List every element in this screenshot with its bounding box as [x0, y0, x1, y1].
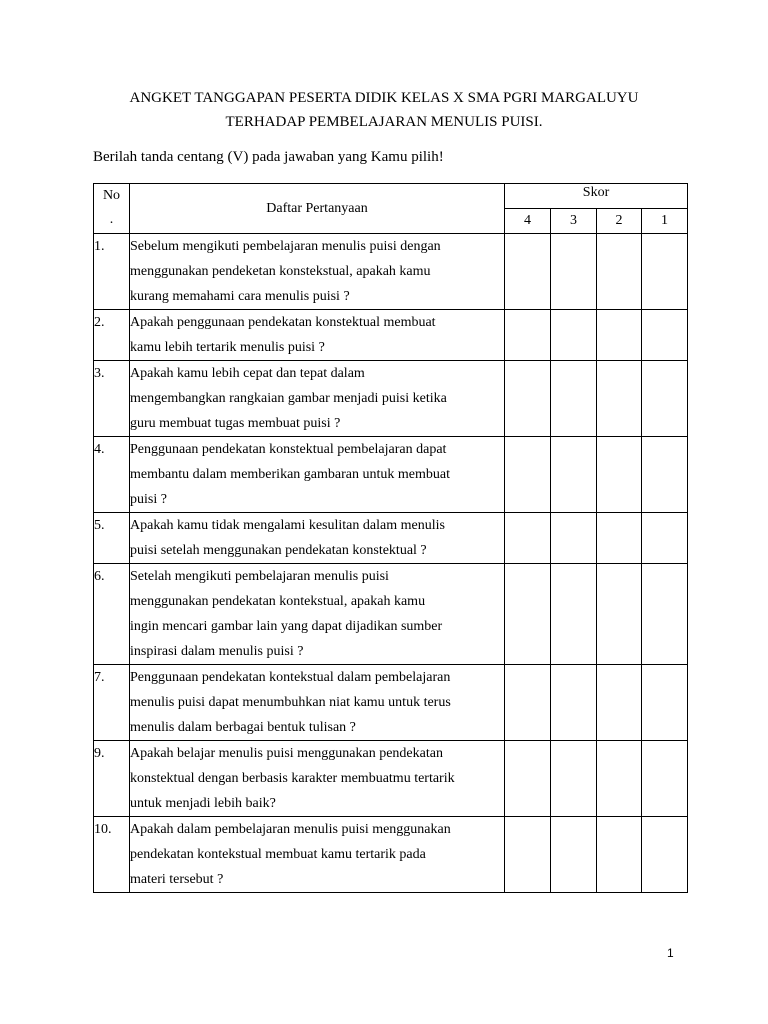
- header-no-line-2: .: [109, 212, 114, 227]
- answer-cell-score-4[interactable]: [505, 361, 551, 437]
- question-text: [130, 665, 505, 741]
- answer-cell-score-2[interactable]: [597, 437, 642, 513]
- table-row: [94, 741, 688, 817]
- table-row: [94, 513, 688, 564]
- row-number: 4.: [94, 437, 130, 513]
- header-skor: Skor: [505, 184, 688, 209]
- answer-cell-score-3[interactable]: [551, 513, 597, 564]
- answer-cell-score-4[interactable]: [505, 741, 551, 817]
- questionnaire-table: [93, 183, 688, 893]
- question-line: membantu dalam memberikan gambaran untuk membuat: [130, 467, 450, 482]
- header-score-1: 1: [642, 209, 688, 234]
- row-number: 7.: [94, 665, 130, 741]
- answer-cell-score-4[interactable]: [505, 437, 551, 513]
- answer-cell-score-2[interactable]: [597, 817, 642, 893]
- question-line: Sebelum mengikuti pembelajaran menulis puisi dengan: [130, 239, 441, 254]
- table-row: [94, 437, 688, 513]
- answer-cell-score-2[interactable]: [597, 741, 642, 817]
- answer-cell-score-3[interactable]: [551, 361, 597, 437]
- row-number: 5.: [94, 513, 130, 564]
- table-row: [94, 564, 688, 665]
- answer-cell-score-4[interactable]: [505, 234, 551, 310]
- document-title-line-2: TERHADAP PEMBELAJARAN MENULIS PUISI.: [225, 114, 543, 130]
- question-line: puisi setelah menggunakan pendekatan konstektual ?: [130, 543, 427, 558]
- row-number: 10.: [94, 817, 130, 893]
- answer-cell-score-2[interactable]: [597, 310, 642, 361]
- header-score-3: 3: [551, 209, 597, 234]
- question-text: [130, 310, 505, 361]
- answer-cell-score-3[interactable]: [551, 817, 597, 893]
- question-line: Apakah dalam pembelajaran menulis puisi menggunakan: [130, 822, 451, 837]
- answer-cell-score-1[interactable]: [642, 741, 688, 817]
- answer-cell-score-4[interactable]: [505, 564, 551, 665]
- table-row: [94, 361, 688, 437]
- header-no: [94, 184, 130, 234]
- table-row: [94, 665, 688, 741]
- question-line: kamu lebih tertarik menulis puisi ?: [130, 340, 325, 355]
- row-number: 1.: [94, 234, 130, 310]
- page-number: 1: [667, 946, 674, 960]
- question-text: [130, 437, 505, 513]
- question-line: inspirasi dalam menulis puisi ?: [130, 644, 304, 659]
- table-row: [94, 310, 688, 361]
- question-text: [130, 564, 505, 665]
- table-row: [94, 234, 688, 310]
- question-text: [130, 234, 505, 310]
- answer-cell-score-2[interactable]: [597, 564, 642, 665]
- question-line: guru membuat tugas membuat puisi ?: [130, 416, 341, 431]
- answer-cell-score-1[interactable]: [642, 234, 688, 310]
- answer-cell-score-1[interactable]: [642, 437, 688, 513]
- answer-cell-score-3[interactable]: [551, 564, 597, 665]
- question-line: konstektual dengan berbasis karakter membuatmu tertarik: [130, 771, 455, 786]
- question-text: [130, 361, 505, 437]
- question-text: [130, 741, 505, 817]
- answer-cell-score-2[interactable]: [597, 234, 642, 310]
- row-number: 2.: [94, 310, 130, 361]
- answer-cell-score-3[interactable]: [551, 741, 597, 817]
- header-no-line-1: No: [102, 188, 121, 203]
- question-text: [130, 817, 505, 893]
- answer-cell-score-1[interactable]: [642, 564, 688, 665]
- answer-cell-score-1[interactable]: [642, 817, 688, 893]
- table-row: [94, 817, 688, 893]
- question-line: Apakah penggunaan pendekatan konstektual membuat: [130, 315, 436, 330]
- header-score-2: 2: [597, 209, 642, 234]
- question-line: menulis dalam berbagai bentuk tulisan ?: [130, 720, 356, 735]
- question-line: menggunakan pendeketan konstekstual, apakah kamu: [130, 264, 431, 279]
- question-line: menggunakan pendekatan kontekstual, apakah kamu: [130, 594, 426, 609]
- answer-cell-score-3[interactable]: [551, 310, 597, 361]
- instruction-text: Berilah tanda centang (V) pada jawaban yang Kamu pilih!: [93, 149, 444, 165]
- answer-cell-score-2[interactable]: [597, 361, 642, 437]
- question-text: [130, 513, 505, 564]
- question-line: Penggunaan pendekatan konstektual pembelajaran dapat: [130, 442, 447, 457]
- question-line: puisi ?: [130, 492, 167, 507]
- answer-cell-score-1[interactable]: [642, 361, 688, 437]
- answer-cell-score-4[interactable]: [505, 513, 551, 564]
- question-line: menulis puisi dapat menumbuhkan niat kamu untuk terus: [130, 695, 451, 710]
- answer-cell-score-3[interactable]: [551, 437, 597, 513]
- answer-cell-score-2[interactable]: [597, 665, 642, 741]
- question-line: Setelah mengikuti pembelajaran menulis puisi: [130, 569, 389, 584]
- header-score-4: 4: [505, 209, 551, 234]
- question-line: pendekatan kontekstual membuat kamu tertarik pada: [130, 847, 426, 862]
- answer-cell-score-4[interactable]: [505, 817, 551, 893]
- question-line: Apakah kamu tidak mengalami kesulitan dalam menulis: [130, 518, 445, 533]
- question-line: ingin mencari gambar lain yang dapat dijadikan sumber: [130, 619, 443, 634]
- question-line: mengembangkan rangkaian gambar menjadi puisi ketika: [130, 391, 447, 406]
- answer-cell-score-1[interactable]: [642, 665, 688, 741]
- row-number: 6.: [94, 564, 130, 665]
- question-line: kurang memahami cara menulis puisi ?: [130, 289, 350, 304]
- question-line: untuk menjadi lebih baik?: [130, 796, 276, 811]
- question-line: Penggunaan pendekatan kontekstual dalam pembelajaran: [130, 670, 451, 685]
- header-question: Daftar Pertanyaan: [130, 184, 505, 234]
- document-title-line-1: ANGKET TANGGAPAN PESERTA DIDIK KELAS X SMA PGRI MARGALUYU: [129, 90, 639, 106]
- answer-cell-score-4[interactable]: [505, 665, 551, 741]
- answer-cell-score-3[interactable]: [551, 234, 597, 310]
- question-line: materi tersebut ?: [130, 872, 224, 887]
- questionnaire-body: [94, 234, 688, 893]
- row-number: 9.: [94, 741, 130, 817]
- answer-cell-score-4[interactable]: [505, 310, 551, 361]
- question-line: Apakah belajar menulis puisi menggunakan pendekatan: [130, 746, 443, 761]
- row-number: 3.: [94, 361, 130, 437]
- question-line: Apakah kamu lebih cepat dan tepat dalam: [130, 366, 365, 381]
- answer-cell-score-2[interactable]: [597, 513, 642, 564]
- answer-cell-score-1[interactable]: [642, 513, 688, 564]
- answer-cell-score-1[interactable]: [642, 310, 688, 361]
- answer-cell-score-3[interactable]: [551, 665, 597, 741]
